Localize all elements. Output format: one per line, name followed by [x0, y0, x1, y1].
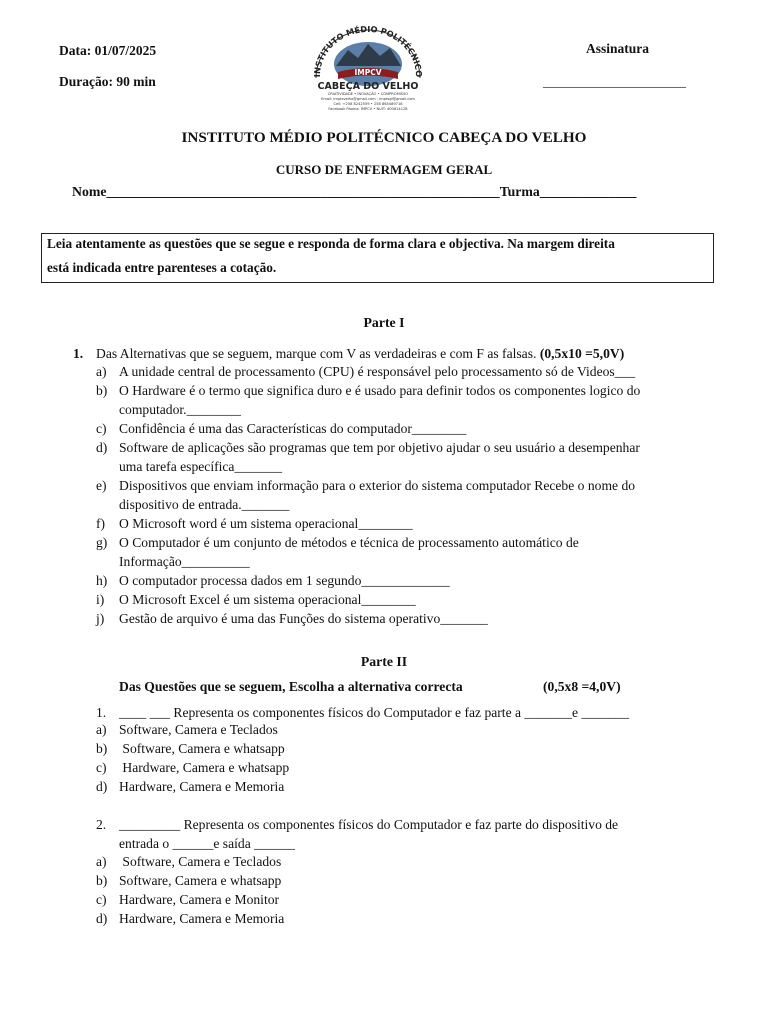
- item-text-h: O computador processa dados em 1 segundo_____________: [119, 573, 450, 588]
- item-text-g: O Computador é um conjunto de métodos e técnica de processamento automático de: [119, 535, 579, 550]
- svg-text:Cell: +258 8242559 • 258 86548: Cell: +258 8242559 • 258 865489718: [333, 102, 403, 106]
- part2-score: (0,5x8 =4,0V): [543, 679, 621, 694]
- item-label-a: a): [96, 364, 107, 379]
- option-text-d: Hardware, Camera e Memoria: [119, 779, 285, 794]
- option-text-c: Hardware, Camera e whatsapp: [119, 760, 290, 775]
- part2-title: Parte II: [360, 654, 408, 669]
- svg-text:Facebook Pagina: IMPCV • NUIT:: Facebook Pagina: IMPCV • NUIT: 400614128: [328, 107, 408, 110]
- option-text-d: Hardware, Camera e Memoria: [119, 911, 285, 926]
- question-text: _________ Representa os componentes físicos do Computador e faz parte do dispositivo de: [119, 817, 619, 832]
- item-text-e-cont: dispositivo de entrada._______: [119, 497, 290, 512]
- logo-emblem-icon: [306, 24, 430, 110]
- part1-title: Parte I: [363, 315, 405, 330]
- instructions-line-1: Leia atentamente as questões que se segue e responda de forma clara e objectiva. Na margem direita: [47, 236, 615, 251]
- question-number: 1.: [73, 346, 84, 361]
- option-label-b: b): [96, 873, 108, 888]
- option-text-c: Hardware, Camera e Monitor: [119, 892, 280, 907]
- item-text-a: A unidade central de processamento (CPU) é responsável pelo processamento só de Videos___: [119, 364, 636, 379]
- item-text-g-cont: Informação__________: [119, 554, 250, 569]
- option-text-a: Software, Camera e Teclados: [119, 854, 282, 869]
- item-label-j: j): [96, 611, 105, 626]
- option-label-d: d): [96, 911, 108, 926]
- logo-arc-text: INSTITUTO MÉDIO POLITÉCNICO: [311, 24, 425, 78]
- school-logo: [306, 24, 430, 110]
- item-label-h: h): [96, 573, 108, 588]
- item-text-b-cont: computador.________: [119, 402, 241, 417]
- item-text-d-cont: uma tarefa específica_______: [119, 459, 283, 474]
- item-text-e: Dispositivos que enviam informação para o exterior do sistema computador Recebe o nome do: [119, 478, 636, 493]
- option-label-a: a): [96, 722, 107, 737]
- option-label-c: c): [96, 892, 107, 907]
- signature-label: Assinatura: [586, 41, 650, 56]
- exam-date: Data: 01/07/2025: [59, 43, 157, 58]
- option-text-b: Software, Camera e whatsapp: [119, 873, 282, 888]
- exam-duration: Duração: 90 min: [59, 74, 156, 89]
- signature-line: ______________________: [543, 74, 686, 89]
- option-label-c: c): [96, 760, 107, 775]
- item-text-d: Software de aplicações são programas que tem por objetivo ajudar o seu usuário a desempenhar: [119, 440, 640, 455]
- question-score: (0,5x10 =5,0V): [539, 346, 625, 361]
- item-label-g: g): [96, 535, 108, 550]
- item-text-b: O Hardware é o termo que significa duro e é usado para definir todos os componentes logico do: [119, 383, 641, 398]
- item-label-e: e): [96, 478, 107, 493]
- name-class-line: Nome_________________________________________________________Turma______________: [72, 184, 637, 199]
- item-label-d: d): [96, 440, 108, 455]
- question-text: Das Alternativas que se seguem, marque com V as verdadeiras e com F as falsas. (0,5x10 =5,0V): [96, 346, 625, 361]
- item-label-i: i): [96, 592, 105, 607]
- item-text-f: O Microsoft word é um sistema operacional________: [119, 516, 413, 531]
- item-text-c: Confidência é uma das Características do computador________: [119, 421, 467, 436]
- svg-text:Email: imptsvelho@gmail.com ;: Email: imptsvelho@gmail.com ; imptsgi@gmail.com: [321, 97, 415, 101]
- option-text-a: Software, Camera e Teclados: [119, 722, 278, 737]
- option-label-a: a): [96, 854, 107, 869]
- option-label-d: d): [96, 779, 108, 794]
- logo-abbrev: IMPCV: [354, 68, 382, 77]
- question-number: 1.: [96, 705, 107, 720]
- item-text-j: Gestão de arquivo é uma das Funções do sistema operativo_______: [119, 611, 488, 626]
- option-label-b: b): [96, 741, 108, 756]
- logo-name: CABEÇA DO VELHO: [317, 81, 419, 92]
- option-text-b: Software, Camera e whatsapp: [119, 741, 285, 756]
- item-label-c: c): [96, 421, 107, 436]
- instructions-line-2: está indicada entre parenteses a cotação.: [47, 260, 277, 275]
- item-label-f: f): [96, 516, 106, 531]
- question-text-cont: entrada o ______e saída ______: [119, 836, 295, 851]
- instructions-box: [41, 233, 714, 283]
- question-number: 2.: [96, 817, 107, 832]
- svg-text:CRIATIVIDADE • INOVAÇÃO • COMP: CRIATIVIDADE • INOVAÇÃO • COMPROMISSO: [327, 92, 409, 96]
- course-title: CURSO DE ENFERMAGEM GERAL: [275, 162, 493, 177]
- item-text-i: O Microsoft Excel é um sistema operacional________: [119, 592, 416, 607]
- part2-instruction: Das Questões que se seguem, Escolha a alternativa correcta: [119, 679, 463, 694]
- item-label-b: b): [96, 383, 108, 398]
- question-text: ____ ___ Representa os componentes físicos do Computador e faz parte a _______e _______: [119, 705, 630, 720]
- institution-title: INSTITUTO MÉDIO POLITÉCNICO CABEÇA DO VELHO: [181, 129, 587, 146]
